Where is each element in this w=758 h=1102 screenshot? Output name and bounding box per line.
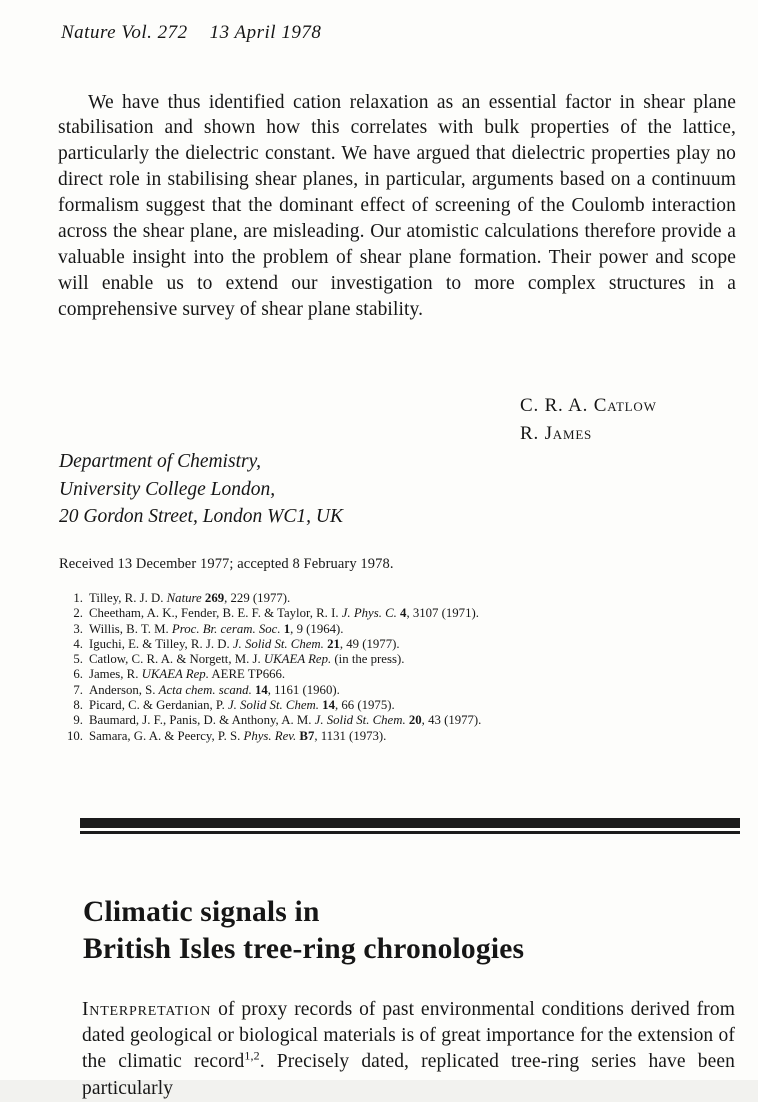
reference-item	[58, 606, 748, 621]
reference-item	[58, 667, 748, 682]
references-list	[58, 591, 748, 744]
reference-number: 2.	[58, 606, 89, 621]
next-article-title	[83, 894, 723, 968]
reference-number: 5.	[58, 652, 89, 667]
reference-text: Iguchi, E. & Tilley, R. J. D. J. Solid St. Chem. 21, 49 (1977).	[89, 637, 748, 652]
reference-text: Anderson, S. Acta chem. scand. 14, 1161 (1960).	[89, 683, 748, 698]
title-line: British Isles tree-ring chronologies	[83, 931, 723, 968]
reference-text: Samara, G. A. & Peercy, P. S. Phys. Rev. B7, 1131 (1973).	[89, 729, 748, 744]
reference-item	[58, 652, 748, 667]
author-name: R. James	[520, 420, 657, 448]
reference-item	[58, 591, 748, 606]
reference-text: Cheetham, A. K., Fender, B. E. F. & Taylor, R. I. J. Phys. C. 4, 3107 (1971).	[89, 606, 748, 621]
reference-number: 10.	[58, 729, 89, 744]
intro-lead-word: Interpretation	[82, 999, 211, 1020]
reference-number: 1.	[58, 591, 89, 606]
reference-text: Willis, B. T. M. Proc. Br. ceram. Soc. 1, 9 (1964).	[89, 622, 748, 637]
reference-number: 9.	[58, 713, 89, 728]
author-name: C. R. A. Catlow	[520, 392, 657, 420]
affiliation-line: Department of Chemistry,	[59, 448, 343, 476]
divider-thin-bar	[80, 831, 740, 834]
reference-item	[58, 698, 748, 713]
running-head	[61, 22, 321, 44]
reference-item	[58, 683, 748, 698]
reference-text: Baumard, J. F., Panis, D. & Anthony, A. M. J. Solid St. Chem. 20, 43 (1977).	[89, 713, 748, 728]
reference-text: James, R. UKAEA Rep. AERE TP666.	[89, 667, 748, 682]
reference-item	[58, 622, 748, 637]
reference-item	[58, 729, 748, 744]
reference-item	[58, 637, 748, 652]
title-line: Climatic signals in	[83, 894, 723, 931]
affiliation-line: University College London,	[59, 476, 343, 504]
reference-text: Tilley, R. J. D. Nature 269, 229 (1977).	[89, 591, 748, 606]
affiliation-block	[59, 448, 343, 531]
next-article-intro-paragraph	[82, 997, 735, 1102]
intro-tail-text: . Precisely dated, replicated tree-ring series have been particularly	[82, 1051, 735, 1098]
received-accepted-line: Received 13 December 1977; accepted 8 February 1978.	[59, 556, 394, 573]
affiliation-line: 20 Gordon Street, London WC1, UK	[59, 503, 343, 531]
reference-text: Catlow, C. R. A. & Norgett, M. J. UKAEA Rep. (in the press).	[89, 652, 748, 667]
reference-number: 6.	[58, 667, 89, 682]
reference-number: 3.	[58, 622, 89, 637]
divider-thick-bar	[80, 818, 740, 828]
article-closing-paragraph: We have thus identified cation relaxation as an essential factor in shear plane stabilisation and shown how this correlates with bulk properties of the lattice, particularly the dielectric constant. We have argued that dielectric properties play no direct role in stabilising shear planes, in particular, arguments based on a continuum formalism suggest that the dominant effect of screening of the Coulomb interaction across the shear plane, are misleading. Our atomistic calculations therefore provide a valuable insight into the problem of shear plane formation. Their power and scope will enable us to extend our investigation to more complex structures in a comprehensive survey of shear plane stability.	[58, 90, 736, 323]
author-block	[520, 392, 657, 448]
reference-text: Picard, C. & Gerdanian, P. J. Solid St. Chem. 14, 66 (1975).	[89, 698, 748, 713]
reference-number: 8.	[58, 698, 89, 713]
reference-number: 4.	[58, 637, 89, 652]
issue-date: 13 April 1978	[210, 22, 322, 43]
intro-body-text: of proxy records of past environmental conditions derived from dated geological or biological materials is of great importance for the extension of the climatic record	[82, 999, 735, 1073]
reference-number: 7.	[58, 683, 89, 698]
journal-volume: Nature Vol. 272	[61, 22, 188, 43]
citation-superscript: 1,2	[244, 1049, 259, 1063]
reference-item	[58, 713, 748, 728]
section-divider-rule	[80, 818, 740, 834]
